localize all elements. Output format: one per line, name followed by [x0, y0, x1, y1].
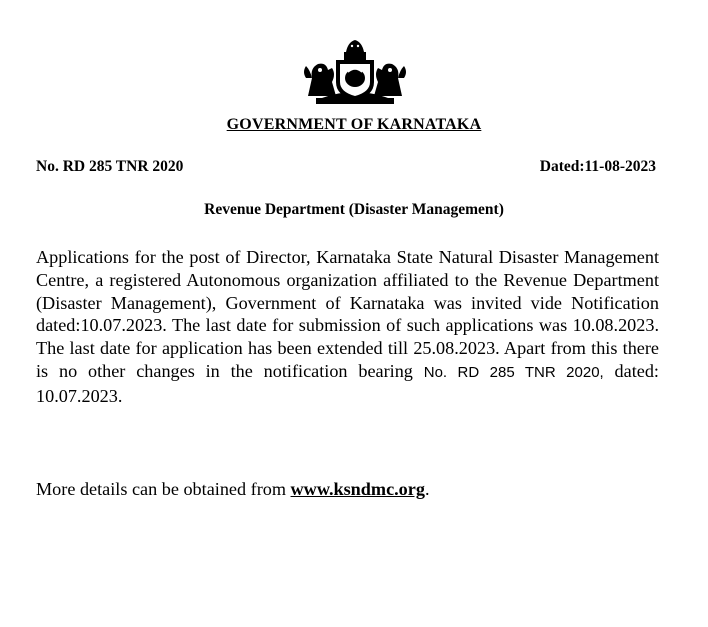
- department-heading: Revenue Department (Disaster Management): [204, 201, 504, 218]
- more-details-line: [36, 479, 430, 500]
- notification-reference: No. RD 285 TNR 2020,: [423, 363, 604, 381]
- notice-tail-text: dated: 10.07.2023.: [36, 360, 659, 406]
- notice-body: [36, 246, 659, 408]
- more-details-prefix: More details can be obtained from: [36, 479, 286, 499]
- government-title: GOVERNMENT OF KARNATAKA: [226, 116, 482, 133]
- karnataka-state-emblem-icon: [300, 38, 410, 110]
- reference-number: No. RD 285 TNR 2020: [36, 158, 184, 175]
- ksndmc-website-link[interactable]: www.ksndmc.org: [290, 479, 425, 499]
- more-details-suffix: .: [424, 479, 430, 499]
- notice-main-text: Applications for the post of Director, Karnataka State Natural Disaster Management Centre, a registered Autonomous organization affiliated to the Revenue Department (Disaster Management), Government of Karnataka was invited vide Notification dated:10.07.2023. The last date for submission of such applications was 10.08.2023. The last date for application has been extended till 25.08.2023. Apart from this there is no other changes in the notification bearing: [36, 247, 659, 381]
- reference-date: Dated:11-08-2023: [539, 158, 656, 175]
